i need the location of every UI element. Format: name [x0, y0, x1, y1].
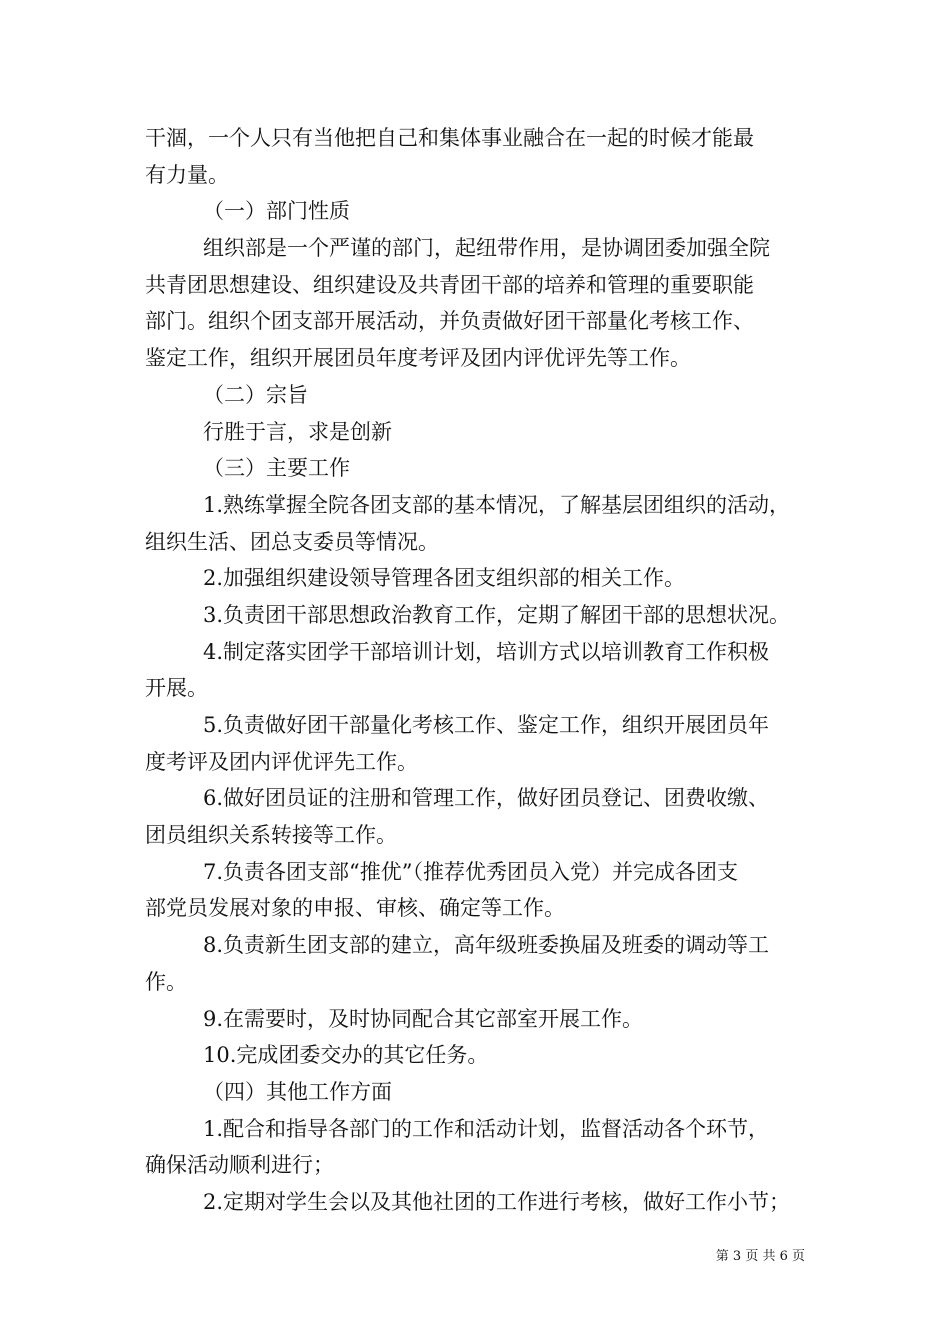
text-line: 9.在需要时，及时协同配合其它部室开展工作。 — [203, 1006, 644, 1031]
text-line: 确保活动顺利进行； — [145, 1153, 334, 1178]
text-line: 2.定期对学生会以及其他社团的工作进行考核，做好工作小节； — [203, 1189, 791, 1214]
text-line: 7.负责各团支部“推优”（推荐优秀团员入党）并完成各团支 — [203, 859, 739, 884]
text-line: 8.负责新生团支部的建立，高年级班委换届及班委的调动等工 — [203, 933, 770, 958]
text-line: 组织生活、团总支委员等情况。 — [145, 529, 439, 554]
text-line: 3.负责团干部思想政治教育工作，定期了解团干部的思想状况。 — [203, 602, 791, 627]
text-line: 组织部是一个严谨的部门，起纽带作用，是协调团委加强全院 — [203, 236, 770, 261]
text-line: （三）主要工作 — [203, 456, 350, 481]
text-line: 部党员发展对象的申报、审核、确定等工作。 — [145, 896, 565, 921]
document-body — [145, 120, 815, 1221]
text-line: （一）部门性质 — [203, 199, 350, 224]
text-line: 团员组织关系转接等工作。 — [145, 823, 397, 848]
text-line: 共青团思想建设、组织建设及共青团干部的培养和管理的重要职能 — [145, 272, 754, 297]
text-line: 有力量。 — [145, 162, 229, 187]
page-footer: 第 3 页 共 6 页 — [715, 1249, 805, 1264]
text-line: 行胜于言，求是创新 — [203, 419, 392, 444]
text-line: 度考评及团内评优评先工作。 — [145, 749, 418, 774]
text-line: 鉴定工作，组织开展团员年度考评及团内评优评先等工作。 — [145, 346, 691, 371]
text-line: 5.负责做好团干部量化考核工作、鉴定工作，组织开展团员年 — [203, 713, 770, 737]
text-line: 作。 — [145, 969, 187, 994]
text-line: 干涸，一个人只有当他把自己和集体事业融合在一起的时候才能最 — [145, 126, 754, 150]
text-line: 6.做好团员证的注册和管理工作，做好团员登记、团费收缴、 — [203, 786, 770, 811]
text-line: 1.配合和指导各部门的工作和活动计划，监督活动各个环节， — [203, 1116, 770, 1141]
text-line: 4.制定落实团学干部培训计划，培训方式以培训教育工作积极 — [203, 639, 770, 664]
text-line: 2.加强组织建设领导管理各团支组织部的相关工作。 — [203, 566, 686, 591]
text-line: （二）宗旨 — [203, 382, 308, 407]
text-line: 1.熟练掌握全院各团支部的基本情况，了解基层团组织的活动， — [203, 492, 791, 517]
text-line: 开展。 — [145, 676, 208, 701]
text-line: 部门。组织个团支部开展活动，并负责做好团干部量化考核工作、 — [145, 309, 754, 334]
text-line: （四）其他工作方面 — [203, 1079, 392, 1104]
text-line: 10.完成团委交办的其它任务。 — [203, 1043, 489, 1068]
